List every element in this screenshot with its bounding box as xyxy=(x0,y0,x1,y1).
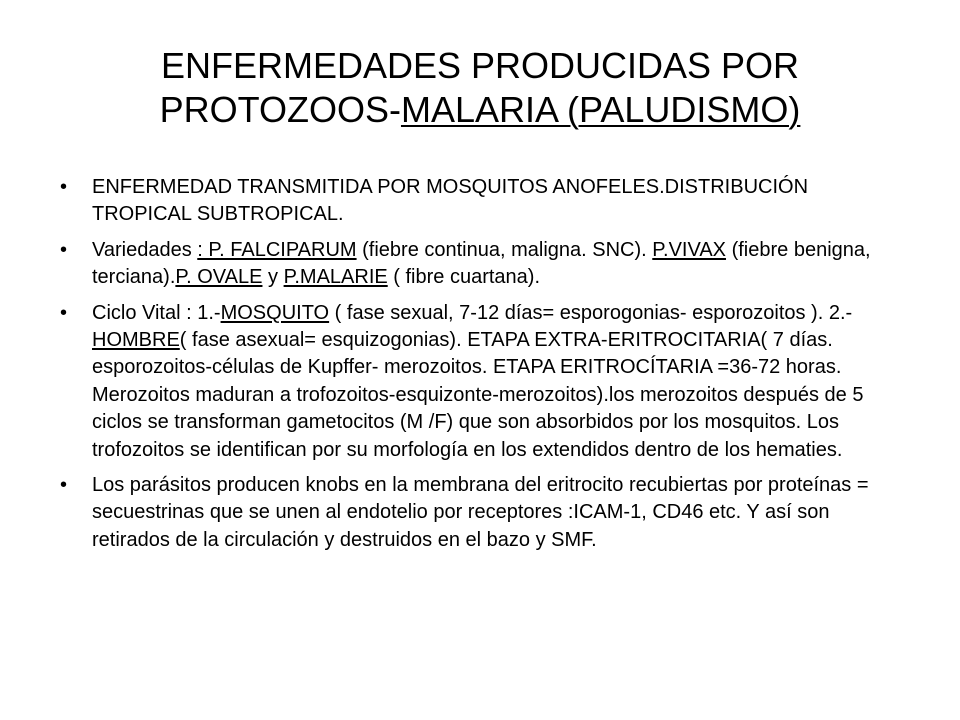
title-text: ENFERMEDADES PRODUCIDAS POR PROTOZOOS- xyxy=(159,45,800,130)
bullet-text: y xyxy=(262,266,284,289)
species-ovale: P. OVALE xyxy=(175,266,263,289)
bullet-item-varieties xyxy=(60,237,912,292)
bullet-item-pathogenesis xyxy=(60,472,912,554)
title-underlined-text: MALARIA (PALUDISMO) xyxy=(400,89,801,130)
bullet-text: ( fase asexual= esquizogonias). ETAPA EXTRA-ERITROCITARIA( 7 días. esporozoitos-células de Kupffer- merozoitos. ETAPA ERITROCÍTARIA =36-72 horas. Merozoitos maduran a trofozoitos-esquizonte-merozoitos).los merozoitos después de 5 ciclos se transforman gametocitos (M /F) que son absorbidos por los mosquitos. Los trofozoitos se identifican por su morfología en los extendidos dentro de los hematies. xyxy=(92,329,864,461)
bullet-list xyxy=(60,174,912,562)
bullet-text: ( fibre cuartana). xyxy=(387,266,541,289)
bullet-text: Variedades xyxy=(92,238,198,261)
bullet-item-transmission xyxy=(60,174,912,229)
bullet-text: ( fase sexual, 7-12 días= esporogonias- esporozoitos ). 2.- xyxy=(329,301,853,324)
species-falciparum: : P. FALCIPARUM xyxy=(197,238,357,261)
bullet-text: Ciclo Vital : 1.- xyxy=(92,301,221,324)
bullet-item-life-cycle xyxy=(60,300,912,464)
bullet-text: (fiebre benigna, terciana). xyxy=(92,238,871,289)
bullet-text: (fiebre continua, maligna. SNC). xyxy=(356,238,653,261)
species-vivax: P.VIVAX xyxy=(652,238,727,261)
species-malarie: P.MALARIE xyxy=(283,266,388,289)
slide-title xyxy=(60,44,900,132)
bullet-text: ENFERMEDAD TRANSMITIDA POR MOSQUITOS ANOFELES.DISTRIBUCIÓN TROPICAL SUBTROPICAL. xyxy=(92,176,809,226)
host-mosquito: MOSQUITO xyxy=(220,301,330,324)
host-human: HOMBRE xyxy=(92,329,180,352)
bullet-text: Los parásitos producen knobs en la membrana del eritrocito recubiertas por proteínas = secuestrinas que se unen al endotelio por receptores :ICAM-1, CD46 etc. Y así son retirados de la circulación y destruidos en el bazo y SMF. xyxy=(92,474,869,551)
